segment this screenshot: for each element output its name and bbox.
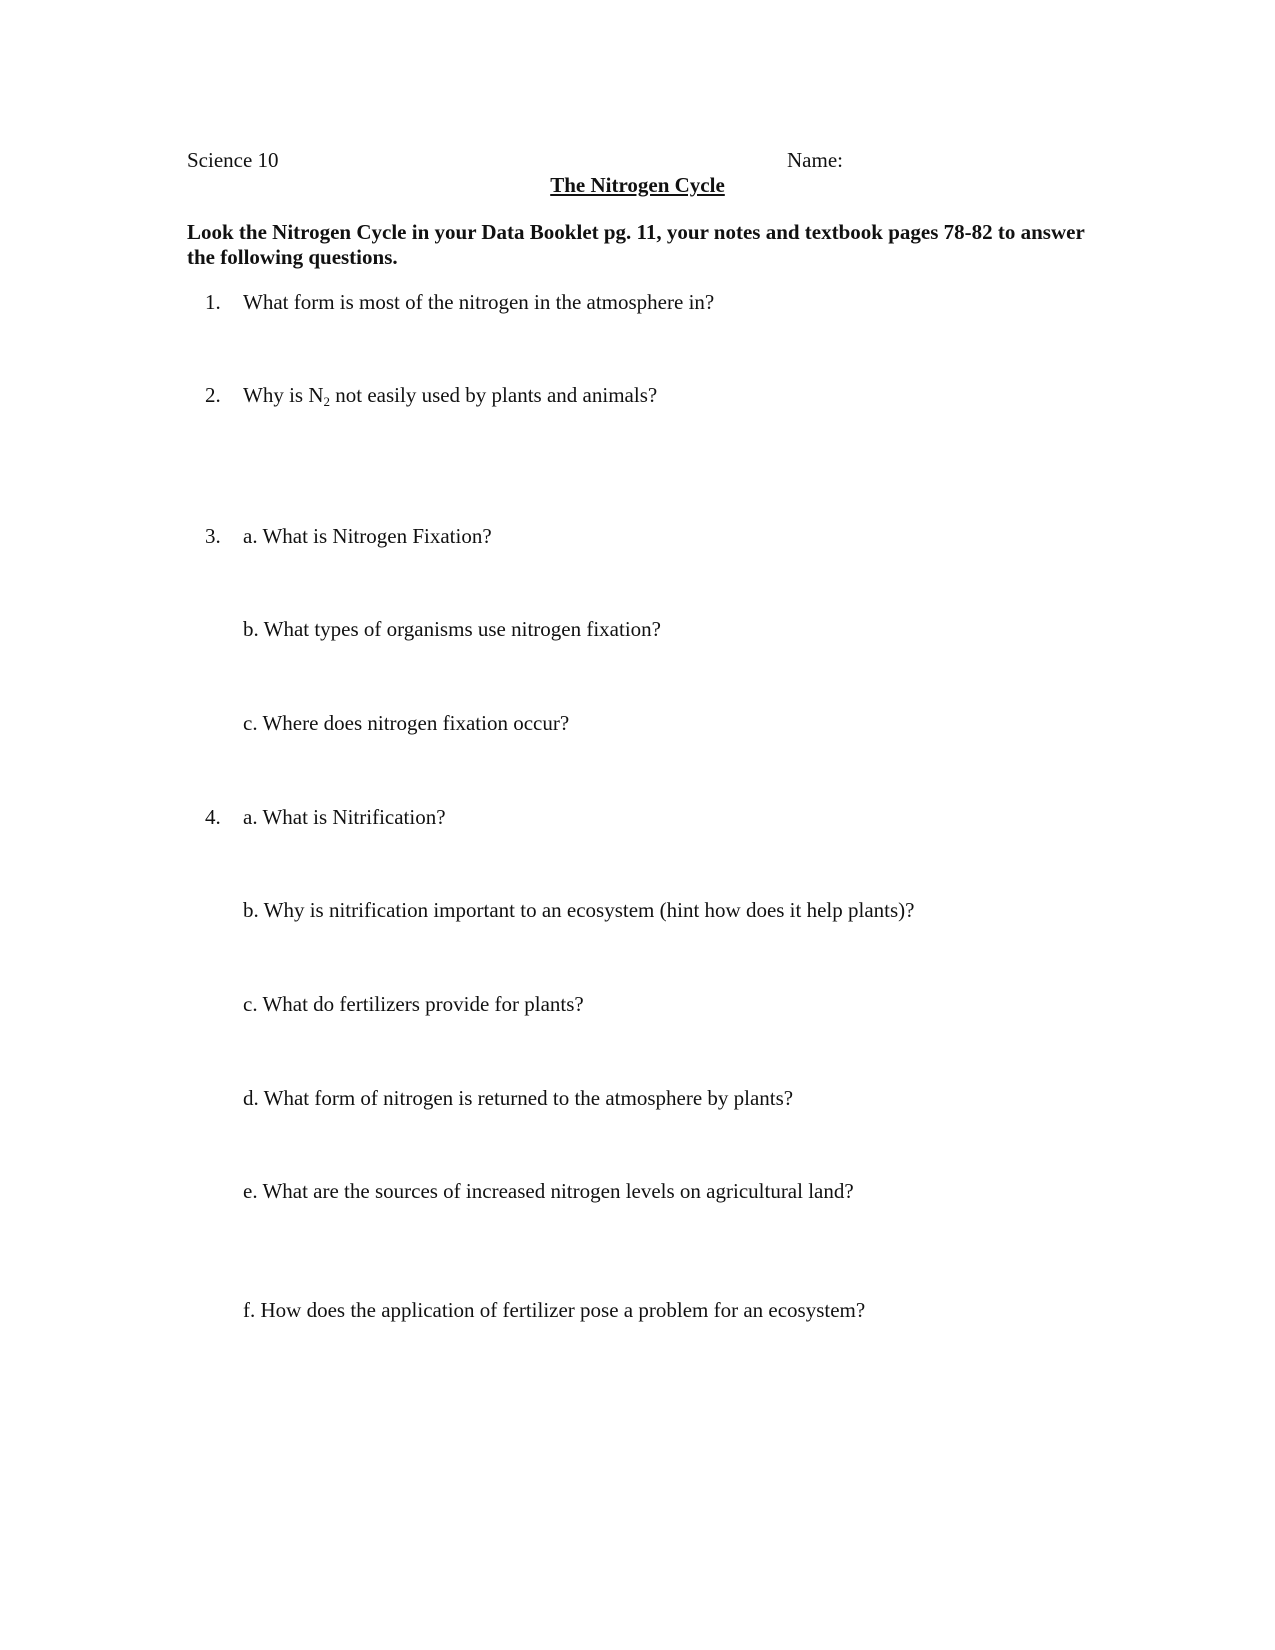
question-part: a. What is Nitrification? (243, 805, 446, 829)
question-number: 4. (205, 805, 221, 829)
question-number: 3. (205, 524, 221, 548)
question-number: 2. (205, 383, 221, 407)
question-part: d. What form of nitrogen is returned to the atmosphere by plants? (243, 1086, 794, 1110)
name-label: Name: (787, 148, 843, 172)
question-number: 1. (205, 290, 221, 314)
question-text: What form is most of the nitrogen in the atmosphere in? (243, 290, 715, 314)
question-text-part: not easily used by plants and animals? (330, 383, 658, 407)
question-part: e. What are the sources of increased nitrogen levels on agricultural land? (243, 1179, 854, 1203)
course-label: Science 10 (187, 148, 279, 172)
question-part: c. Where does nitrogen fixation occur? (243, 711, 570, 735)
subscript: 2 (323, 394, 330, 409)
question-part: b. What types of organisms use nitrogen fixation? (243, 617, 661, 641)
question-part: f. How does the application of fertilizer pose a problem for an ecosystem? (243, 1298, 866, 1322)
question-part: c. What do fertilizers provide for plants? (243, 992, 584, 1016)
instructions: Look the Nitrogen Cycle in your Data Booklet pg. 11, your notes and textbook pages 78-82 to answer the following questions. (187, 220, 1085, 269)
question-part: a. What is Nitrogen Fixation? (243, 524, 492, 548)
question-text-part: Why is N (243, 383, 324, 407)
page-title: The Nitrogen Cycle (550, 173, 725, 197)
question-text (243, 383, 657, 408)
question-part: b. Why is nitrification important to an ecosystem (hint how does it help plants)? (243, 898, 915, 922)
